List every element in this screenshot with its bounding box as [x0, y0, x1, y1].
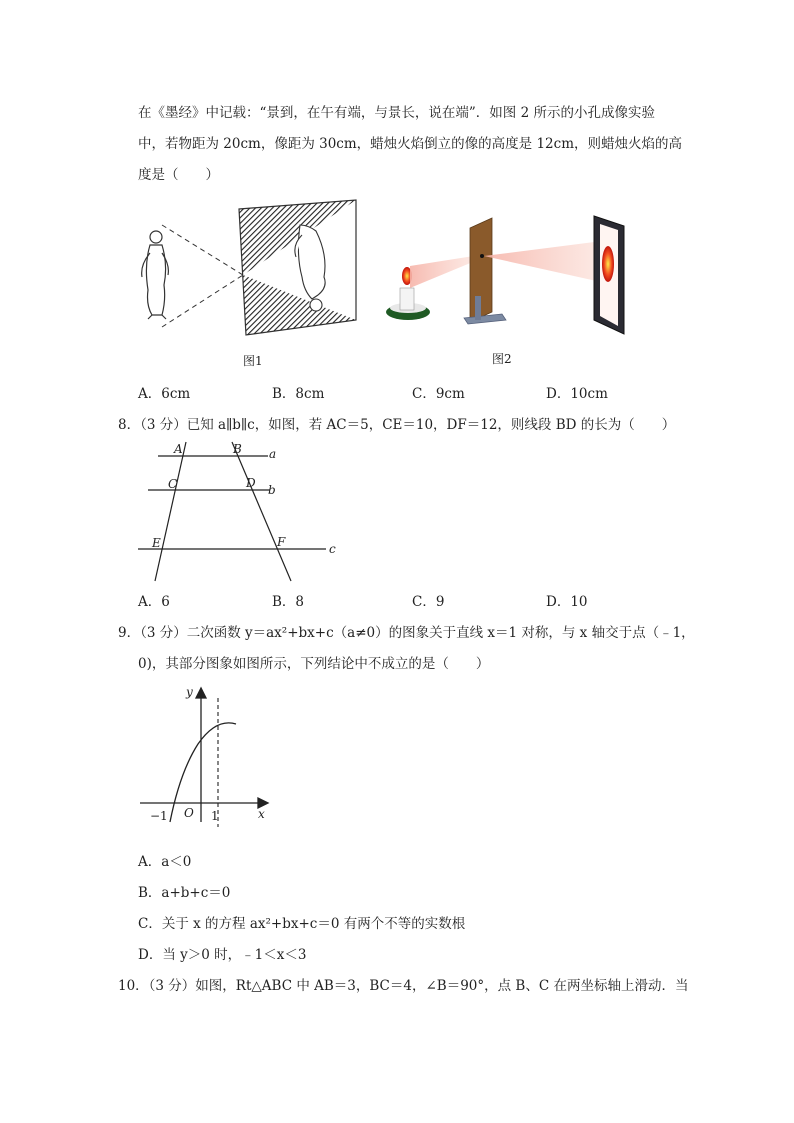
q7-option-d: D．10cm: [546, 386, 608, 402]
q9-stem-line2: 0)，其部分图象如图所示，下列结论中不成立的是（ ）: [138, 656, 490, 672]
figure-2-pinhole-experiment: [380, 210, 640, 340]
q8-option-d: D．10: [546, 594, 588, 610]
fig1-caption: 图1: [243, 354, 263, 368]
q7-line3: 度是（ ）: [138, 167, 219, 183]
axis-label-x: x: [258, 807, 265, 821]
pinhole-board: [464, 218, 506, 324]
q10-stem: 10．（3 分）如图，Rt△ABC 中 AB＝3，BC＝4，∠B＝90°，点 B、C 在两坐标轴上滑动．当: [118, 978, 689, 994]
q7-line1: 在《墨经》中记载：“景到，在午有端，与景长，说在端”．如图 2 所示的小孔成像实验: [138, 105, 655, 121]
figure-1-pinhole-illustration: [132, 195, 362, 345]
fig2-caption: 图2: [492, 352, 512, 366]
q9-option-a: A．a＜0: [138, 854, 192, 870]
q9-stem-line1: 9．（3 分）二次函数 y＝ax²+bx+c（a≠0）的图象关于直线 x＝1 对称，与 x 轴交于点（﹣1，: [118, 625, 695, 641]
figure-parabola-graph: [136, 682, 276, 827]
projection-screen: [594, 216, 624, 334]
q7-option-b: B．8cm: [272, 386, 325, 402]
label-E: E: [152, 536, 161, 550]
label-a: a: [269, 447, 277, 461]
q7-option-c: C．9cm: [412, 386, 465, 402]
label-b: b: [268, 483, 276, 497]
q7-option-a: A．6cm: [138, 386, 191, 402]
q8-stem: 8．（3 分）已知 a∥b∥c，如图，若 AC＝5，CE＝10，DF＝12，则线段 BD 的长为（ ）: [118, 417, 676, 433]
q8-option-a: A．6: [138, 594, 170, 610]
q7-line2: 中，若物距为 20cm，像距为 30cm，蜡烛火焰倒立的像的高度是 12cm，则蜡烛火焰的高: [138, 136, 682, 152]
axis-label-y: y: [186, 685, 193, 699]
q9-option-c: C．关于 x 的方程 ax²+bx+c＝0 有两个不等的实数根: [138, 916, 466, 932]
q8-option-b: B．8: [272, 594, 305, 610]
tick-label-neg1: −1: [150, 809, 168, 823]
q9-option-b: B．a+b+c＝0: [138, 885, 231, 901]
tick-label-1: 1: [211, 809, 219, 823]
label-c: c: [329, 542, 336, 556]
q9-option-d: D．当 y＞0 时，﹣1＜x＜3: [138, 947, 307, 963]
label-A: A: [174, 442, 183, 456]
label-F: F: [277, 535, 286, 549]
label-C: C: [168, 477, 178, 491]
q8-option-c: C．9: [412, 594, 445, 610]
origin-label: O: [184, 806, 194, 820]
label-B: B: [233, 442, 242, 456]
person-figure: [142, 231, 169, 319]
label-D: D: [246, 476, 256, 490]
figure-parallel-lines: [136, 438, 346, 588]
